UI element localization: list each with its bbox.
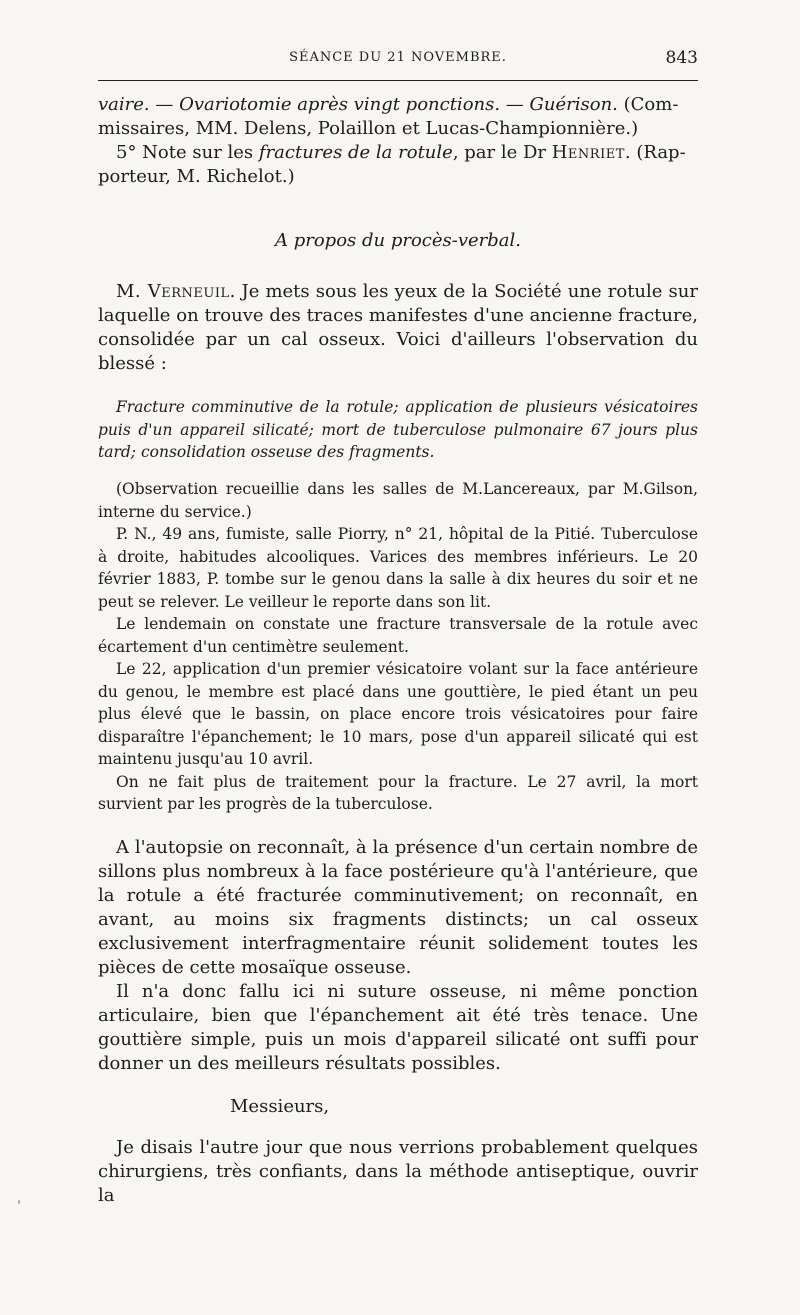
intro-line-4: porteur, M. Richelot.) (98, 166, 295, 187)
note5-pre: 5° Note sur les (116, 142, 259, 163)
case-title-block (98, 396, 698, 464)
closing-paragraph: Je disais l'autre jour que nous verrions probablement quelques chirurgiens, très confiants, dans la méthode antiseptique, ouvrir la (98, 1137, 698, 1206)
observation-source: (Observation recueillie dans les salles de M.Lancereaux, par M.Gilson, interne du service.) (98, 480, 698, 521)
autopsy-paragraph: A l'autopsie on reconnaît, à la présence d'un certain nombre de sillons plus nombreux à la face postérieure qu'à l'antérieure, que la rotule a été fracturée comminutivement; on reconnaît, en avant, au moins six fragments distincts; un cal osseux exclusivement interfragmentaire réunit solidement toutes les pièces de cette mosaïque osseuse. (98, 837, 698, 978)
verneuil-paragraph (98, 280, 698, 376)
intro-line-1 (98, 93, 698, 117)
section-title: A propos du procès-verbal. (274, 230, 521, 251)
intro-line1-rest: (Com- (617, 94, 679, 115)
note5-name: Henriet (551, 142, 625, 163)
note5-post: . (Rap- (624, 142, 686, 163)
intro-line-2: missaires, MM. Delens, Polaillon et Lucas-Championnière.) (98, 118, 639, 139)
paper-speck (18, 1200, 20, 1204)
note-5 (98, 141, 698, 165)
verneuil-text (98, 280, 698, 376)
verneuil-body: . Je mets sous les yeux de la Société une rotule sur laquelle on trouve des traces manifestes d'une ancienne fracture, consolidée par un cal osseux. Voici d'ailleurs l'observation du blessé : (98, 281, 698, 374)
observation-block (98, 478, 698, 816)
note5-italic: fractures de la rotule (258, 142, 453, 163)
greeting: Messieurs, (230, 1096, 330, 1117)
note5-mid: , par le Dr (452, 142, 552, 163)
autopsy-block (98, 836, 698, 1076)
observation-next-day: Le lendemain on constate une fracture transversale de la rotule avec écartement d'un centimètre seulement. (98, 615, 698, 656)
closing-block (98, 1136, 698, 1208)
running-title: SÉANCE DU 21 NOVEMBRE. (289, 50, 507, 65)
intro-block (98, 93, 698, 189)
page-number: 843 (665, 48, 698, 68)
intro-italic: vaire. — Ovariotomie après vingt ponctions. — Guérison. (98, 94, 618, 115)
speaker-name: M. Verneuil (116, 281, 230, 302)
observation-treatment: Le 22, application d'un premier vésicatoire volant sur la face antérieure du genou, le membre est placé dans une gouttière, le pied étant un peu plus élevé que le bassin, on place encore trois vésicatoires pour faire disparaître l'épanchement; le 10 mars, pose d'un appareil silicaté qui est maintenu jusqu'au 10 avril. (98, 660, 698, 768)
observation-patient: P. N., 49 ans, fumiste, salle Piorry, n° 21, hôpital de la Pitié. Tuberculose à droite, habitudes alcooliques. Varices des membres inférieurs. Le 20 février 1883, P. tombe sur le genou dans la salle à dix heures du soir et ne peut se relever. Le veilleur le reporte dans son lit. (98, 525, 698, 611)
running-head (98, 48, 698, 72)
header-rule (98, 80, 698, 81)
observation-death: On ne fait plus de traitement pour la fracture. Le 27 avril, la mort survient par les progrès de la tuberculose. (98, 772, 698, 813)
conclusion-paragraph: Il n'a donc fallu ici ni suture osseuse, ni même ponction articulaire, bien que l'épanchement ait été très tenace. Une gouttière simple, puis un mois d'appareil silicaté ont suffi pour donner un des meilleurs résultats possibles. (98, 981, 698, 1074)
case-title: Fracture comminutive de la rotule; application de plusieurs vésicatoires puis d'un appareil silicaté; mort de tuberculose pulmonaire 67 jours plus tard; consolidation osseuse des fragments. (98, 398, 698, 461)
